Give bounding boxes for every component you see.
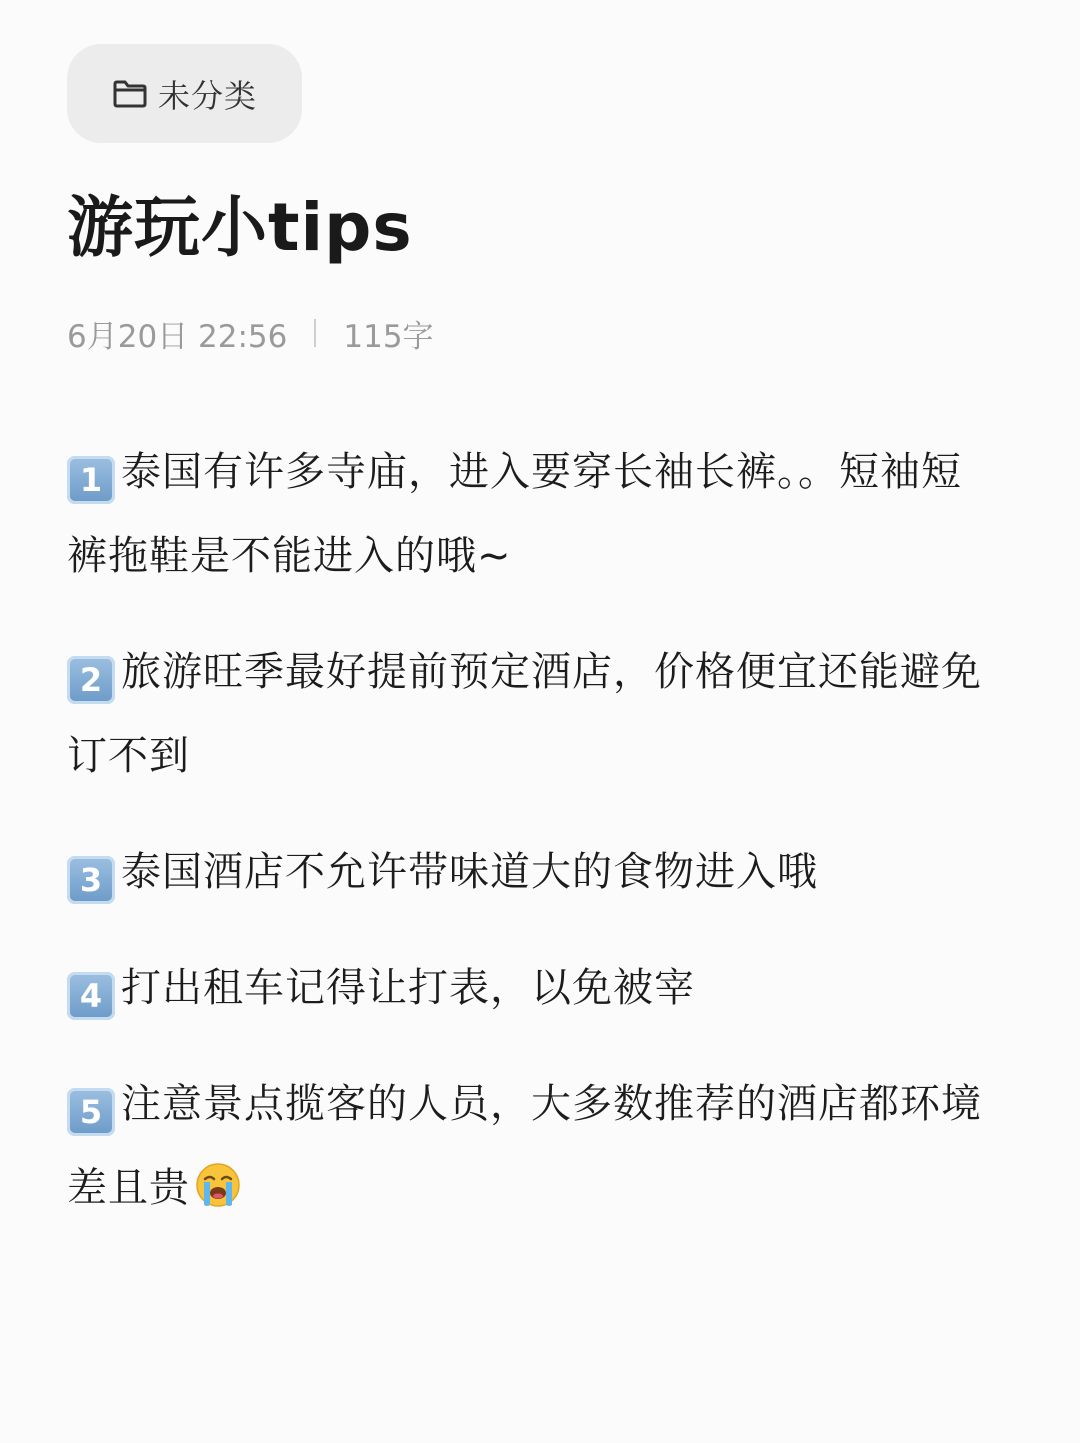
tip-text: 泰国有许多寺庙，进入要穿长袖长裤。。短袖短裤拖鞋是不能进入的哦~ xyxy=(67,449,962,579)
keycap-number-icon: 5 xyxy=(67,1088,115,1136)
keycap-number-icon: 4 xyxy=(67,972,115,1020)
note-date: 6月20日 22:56 xyxy=(67,318,288,355)
tip-item xyxy=(67,630,987,798)
keycap-number-icon: 3 xyxy=(67,856,115,904)
category-label: 未分类 xyxy=(157,76,257,115)
keycap-number-icon: 2 xyxy=(67,656,115,704)
tip-text: 打出租车记得让打表，以免被宰 xyxy=(121,965,695,1011)
tip-text: 泰国酒店不允许带味道大的食物进入哦 xyxy=(121,849,818,895)
tip-item xyxy=(67,430,987,598)
tip-item xyxy=(67,830,987,914)
tip-text: 旅游旺季最好提前预定酒店，价格便宜还能避免订不到 xyxy=(67,649,982,779)
word-count: 115字 xyxy=(343,318,434,355)
keycap-number-icon: 1 xyxy=(67,456,115,504)
tip-text: 注意景点揽客的人员，大多数推荐的酒店都环境差且贵 xyxy=(67,1081,982,1211)
tip-item xyxy=(67,946,987,1030)
crying-face-icon xyxy=(194,1161,242,1209)
note-title[interactable]: 游玩小tips xyxy=(67,189,413,266)
category-chip[interactable] xyxy=(67,44,302,143)
note-meta xyxy=(67,310,434,356)
note-body[interactable] xyxy=(67,430,987,1262)
folder-icon xyxy=(112,78,148,110)
tip-item xyxy=(67,1062,987,1230)
meta-divider xyxy=(314,319,316,347)
